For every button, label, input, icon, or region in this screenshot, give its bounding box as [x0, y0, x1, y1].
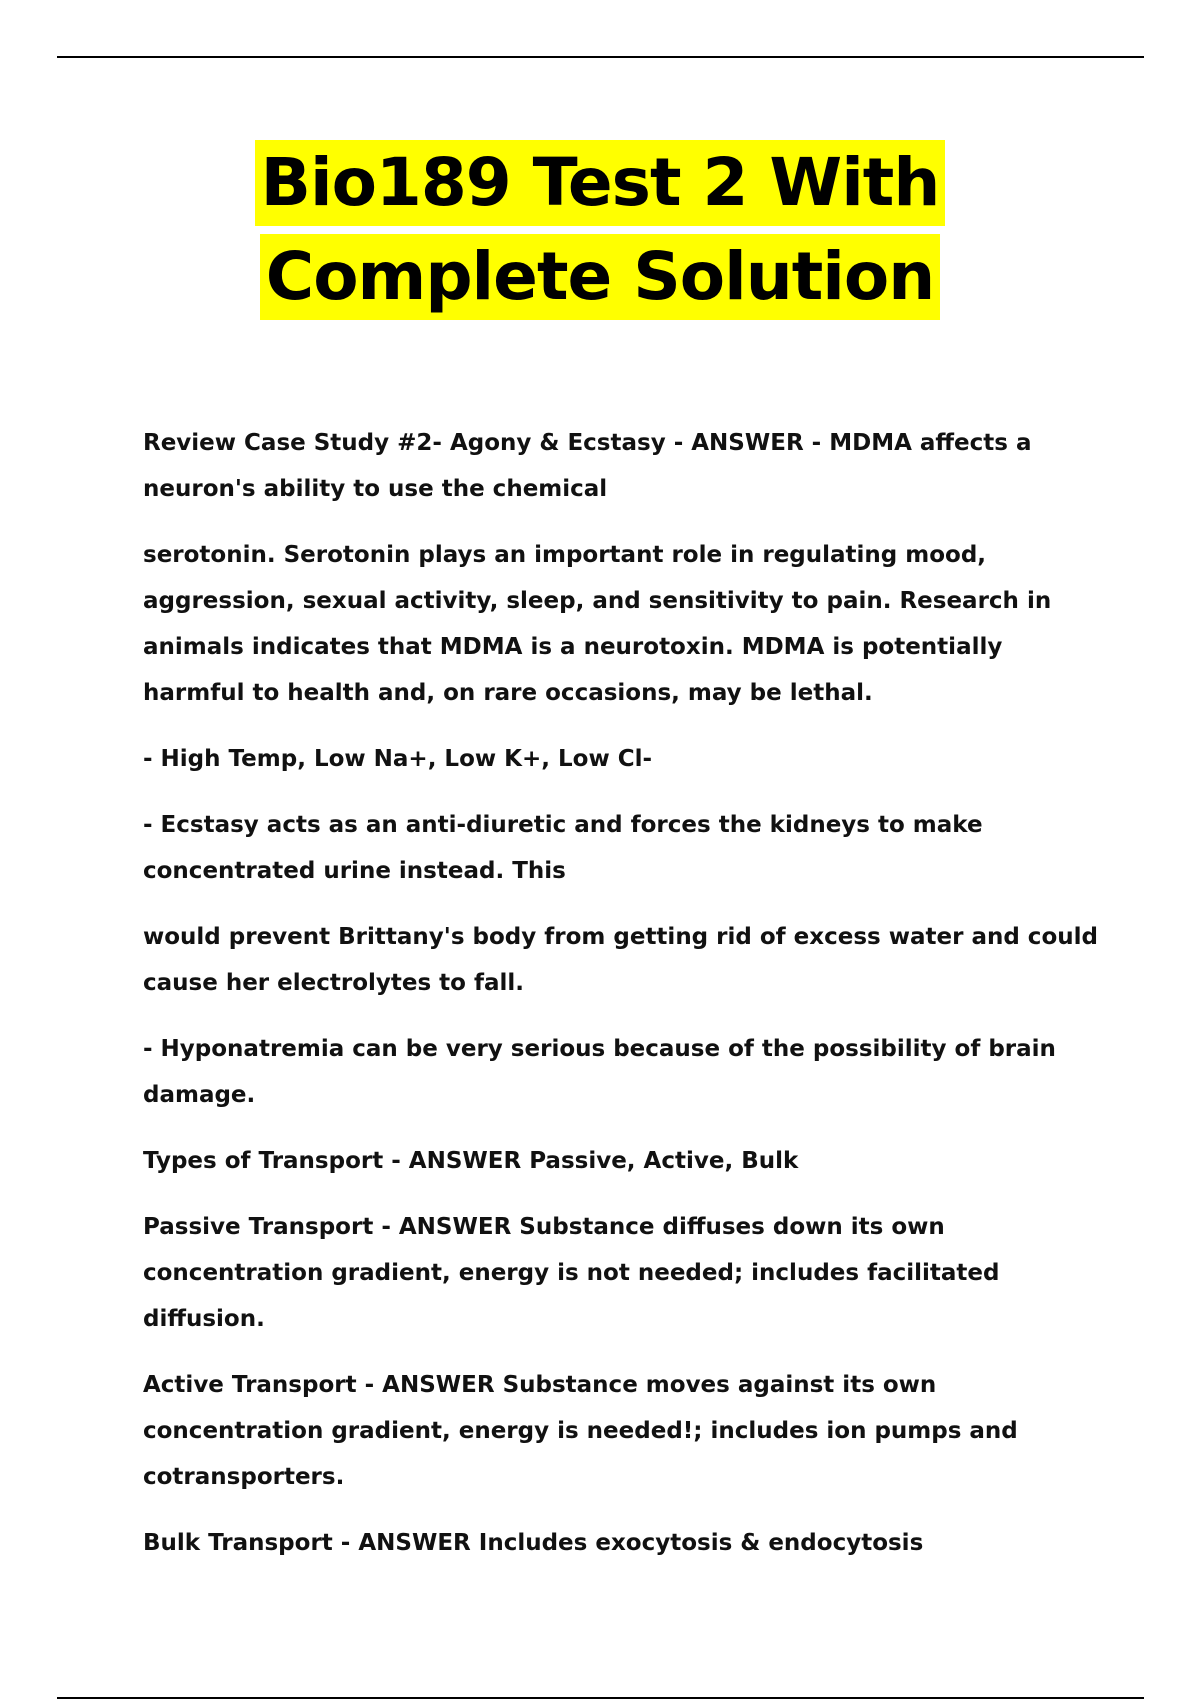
bottom-rule: [57, 1697, 1144, 1699]
title-line-2: Complete Solution: [260, 234, 940, 320]
paragraph-high-temp: - High Temp, Low Na+, Low K+, Low Cl-: [143, 746, 653, 772]
paragraph-excess-water: would prevent Brittany's body from getting rid of excess water and could cause her electrolytes to fall.: [143, 924, 1098, 996]
paragraph-serotonin: serotonin. Serotonin plays an important role in regulating mood, aggression, sexual activity, sleep, and sensitivity to pain. Research in animals indicates that MDMA is a neurotoxin. MDMA is potentially harmful to health and, on rare occasions, may be lethal.: [143, 542, 1052, 706]
document-title: [0, 140, 1200, 328]
paragraph-types-of-transport: Types of Transport - ANSWER Passive, Active, Bulk: [143, 1148, 799, 1174]
paragraph-active-transport: Active Transport - ANSWER Substance moves against its own concentration gradient, energy is needed!; includes ion pumps and cotransporters.: [143, 1372, 1018, 1490]
title-line-1: Bio189 Test 2 With: [255, 140, 946, 226]
top-rule: [57, 56, 1144, 58]
paragraph-hyponatremia: - Hyponatremia can be very serious because of the possibility of brain damage.: [143, 1036, 1056, 1108]
paragraph-case-study: Review Case Study #2- Agony & Ecstasy - ANSWER - MDMA affects a neuron's ability to use the chemical: [143, 430, 1032, 502]
paragraph-anti-diuretic: - Ecstasy acts as an anti-diuretic and forces the kidneys to make concentrated urine instead. This: [143, 812, 983, 884]
document-body: [143, 420, 1103, 1586]
paragraph-bulk-transport: Bulk Transport - ANSWER Includes exocytosis & endocytosis: [143, 1530, 924, 1556]
paragraph-passive-transport: Passive Transport - ANSWER Substance diffuses down its own concentration gradient, energy is not needed; includes facilitated diffusion.: [143, 1214, 1000, 1332]
